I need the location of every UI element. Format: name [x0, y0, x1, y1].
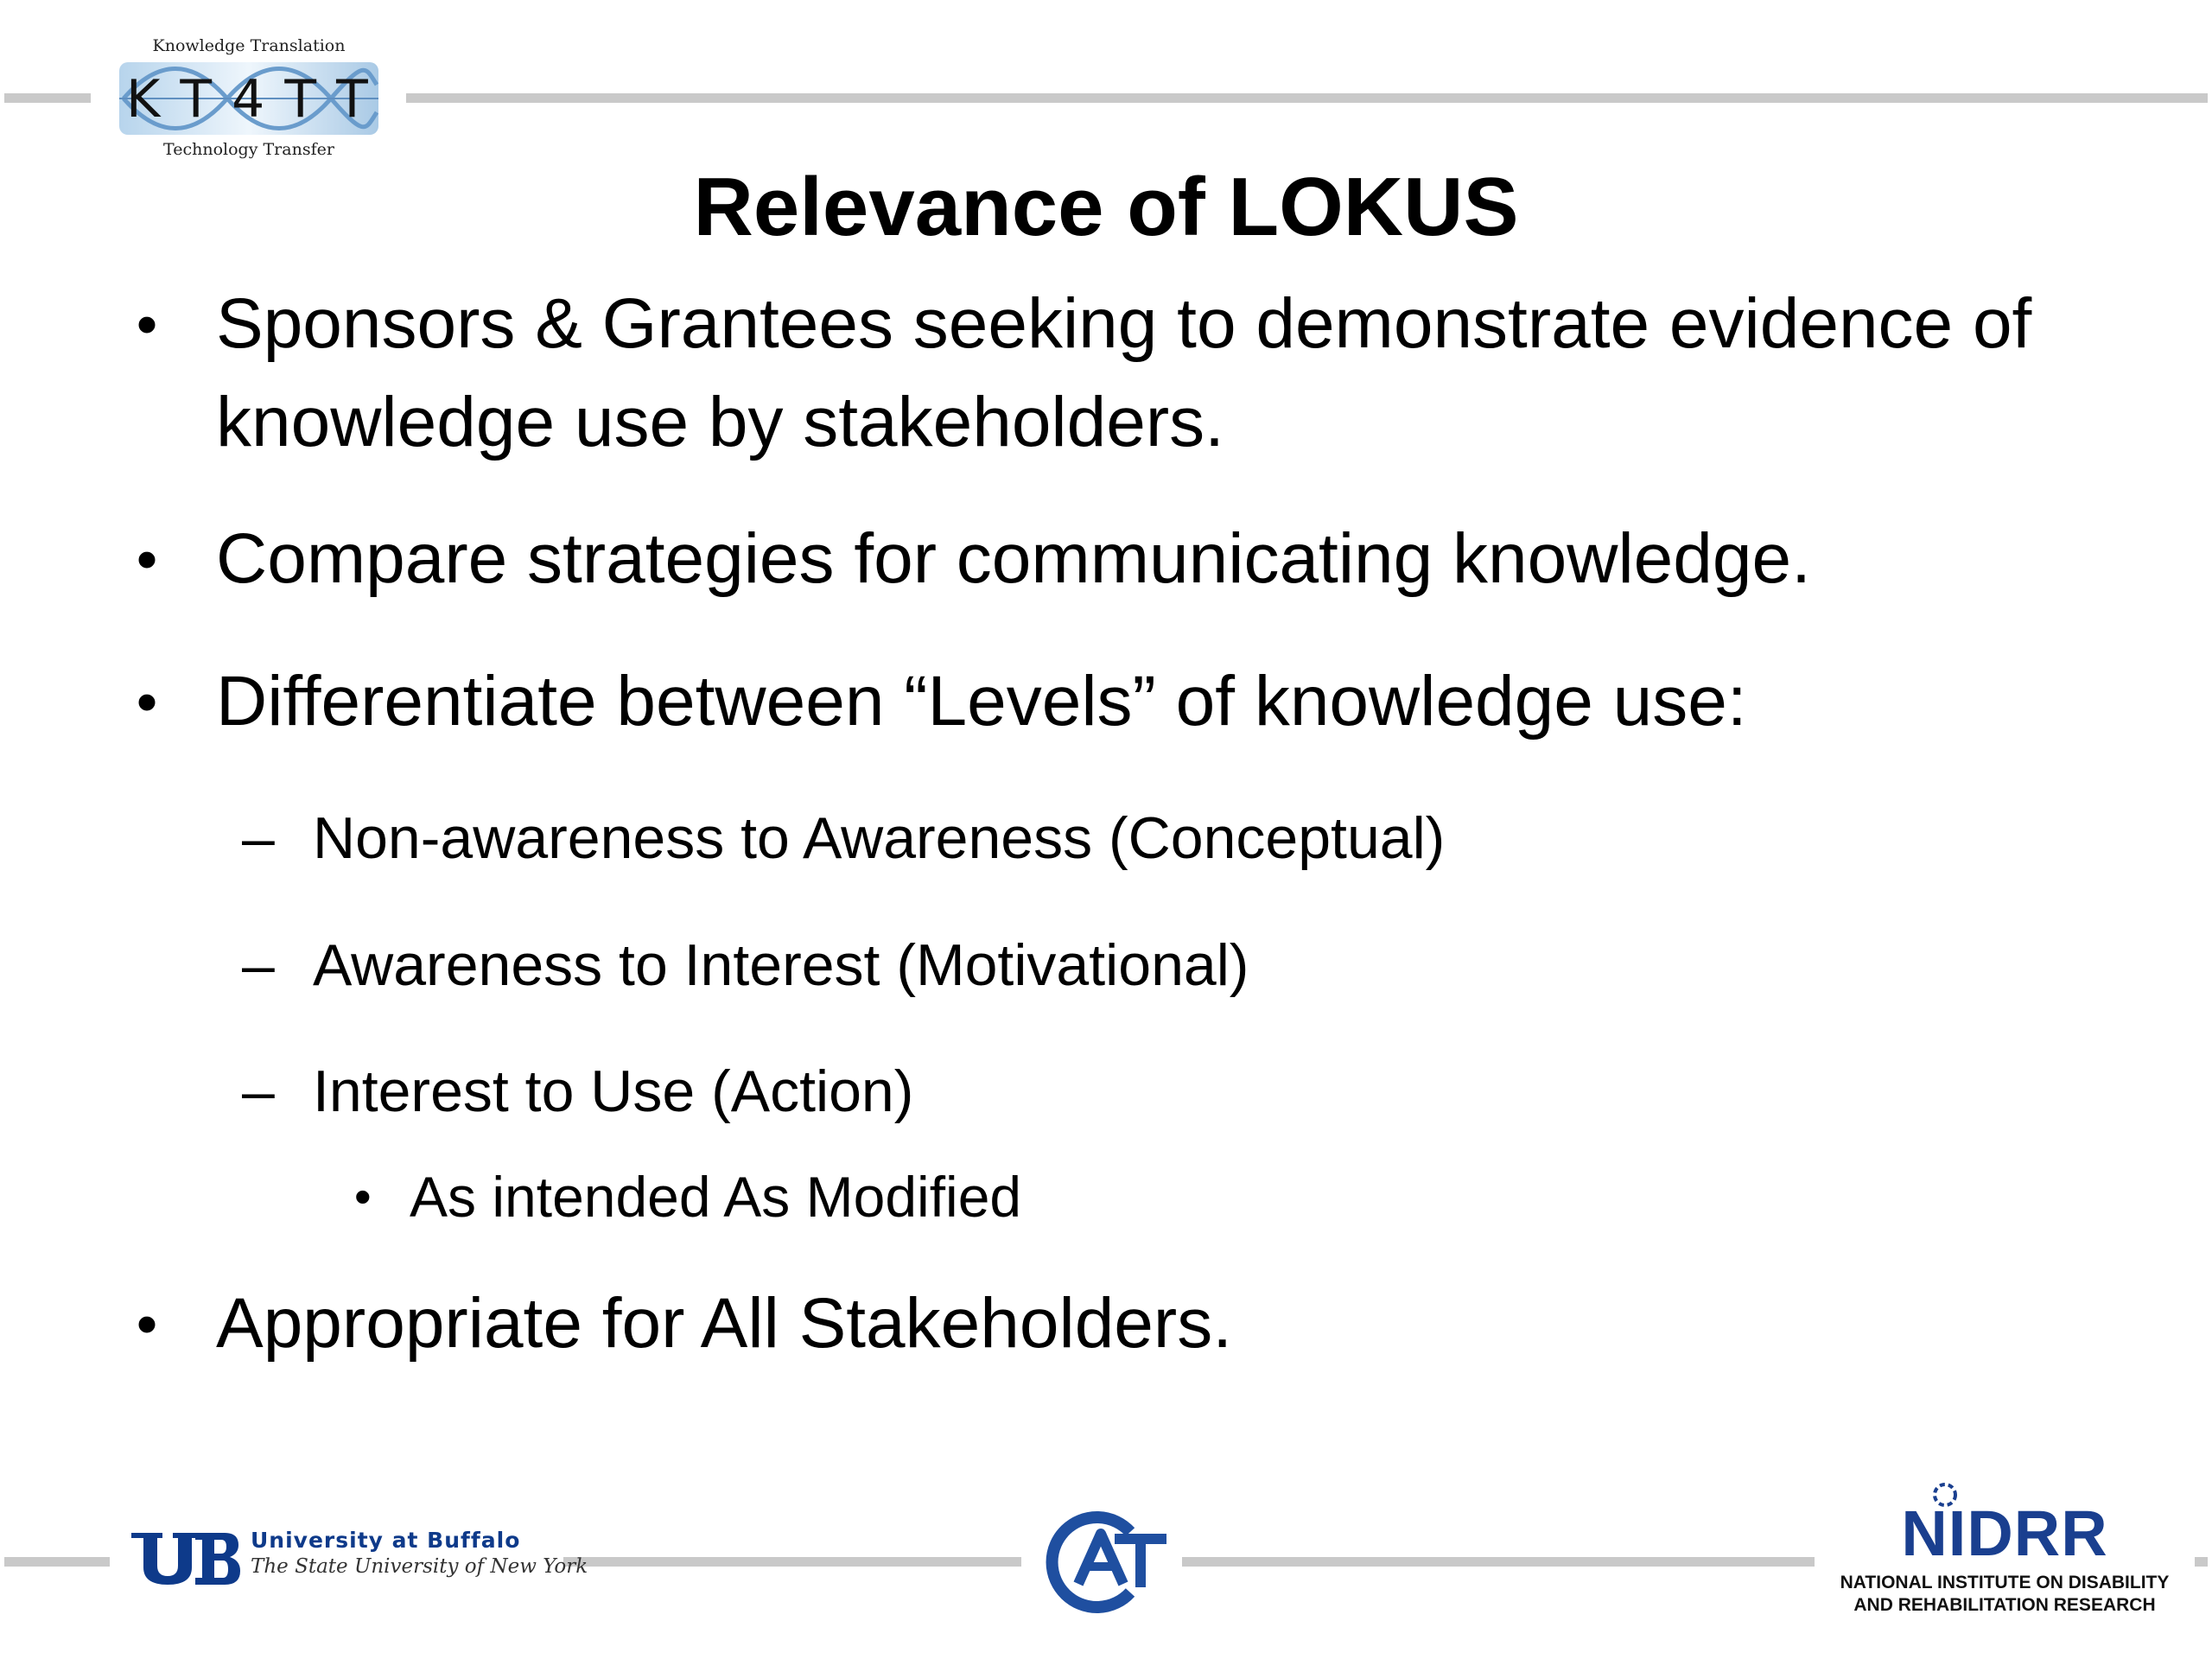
ub-subtitle: The State University of New York: [251, 1555, 588, 1578]
dash-marker: –: [242, 805, 275, 871]
header-rule-right: [406, 93, 2208, 103]
bullet-marker: •: [136, 525, 158, 593]
dash-marker: –: [242, 1058, 275, 1124]
ub-logo: [128, 1528, 588, 1588]
bullet-text: Appropriate for All Stakeholders.: [216, 1284, 1232, 1363]
logo-mark-text: K T 4 T T: [126, 69, 370, 130]
sub-bullet-text: Non-awareness to Awareness (Conceptual): [313, 805, 1446, 871]
bullet-marker: •: [136, 668, 158, 735]
footer-rule-1: [4, 1557, 110, 1567]
ub-monogram-icon: [128, 1528, 240, 1588]
nidrr-line-1: NATIONAL INSTITUTE ON DISABILITY: [1840, 1573, 2170, 1592]
sub-bullet-text: Awareness to Interest (Motivational): [313, 932, 1249, 998]
slide-title: Relevance of LOKUS: [693, 161, 1519, 253]
bullet-marker: •: [136, 290, 158, 358]
footer-rule-3: [1182, 1557, 1821, 1567]
ub-name: University at Buffalo: [251, 1528, 521, 1553]
nidrr-line-2: AND REHABILITATION RESEARCH: [1853, 1595, 2156, 1615]
bullet-marker: •: [136, 1290, 158, 1357]
cat-logo: [1028, 1508, 1175, 1616]
footer-rule-2: [563, 1557, 1021, 1567]
logo-bottom-caption: Technology Transfer: [163, 140, 334, 159]
kt4tt-logo: [119, 33, 378, 167]
bullet-marker: •: [354, 1169, 372, 1224]
nidrr-acronym: NIDRR: [1901, 1497, 2108, 1569]
sub-sub-bullet-text: As intended As Modified: [410, 1165, 1022, 1229]
bullet-text: Differentiate between “Levels” of knowledge use:: [216, 662, 1747, 741]
logo-top-caption: Knowledge Translation: [152, 36, 346, 55]
dash-marker: –: [242, 932, 275, 998]
sub-bullet-text: Interest to Use (Action): [313, 1058, 914, 1124]
bullet-text: Sponsors & Grantees seeking to demonstrate evidence of knowledge use by stakeholders.: [216, 284, 2032, 461]
bullet-text: Compare strategies for communicating knowledge.: [216, 519, 1811, 598]
nidrr-logo: [1815, 1478, 2195, 1624]
cat-logo-icon: [1028, 1508, 1175, 1616]
header-rule-left: [4, 93, 91, 103]
